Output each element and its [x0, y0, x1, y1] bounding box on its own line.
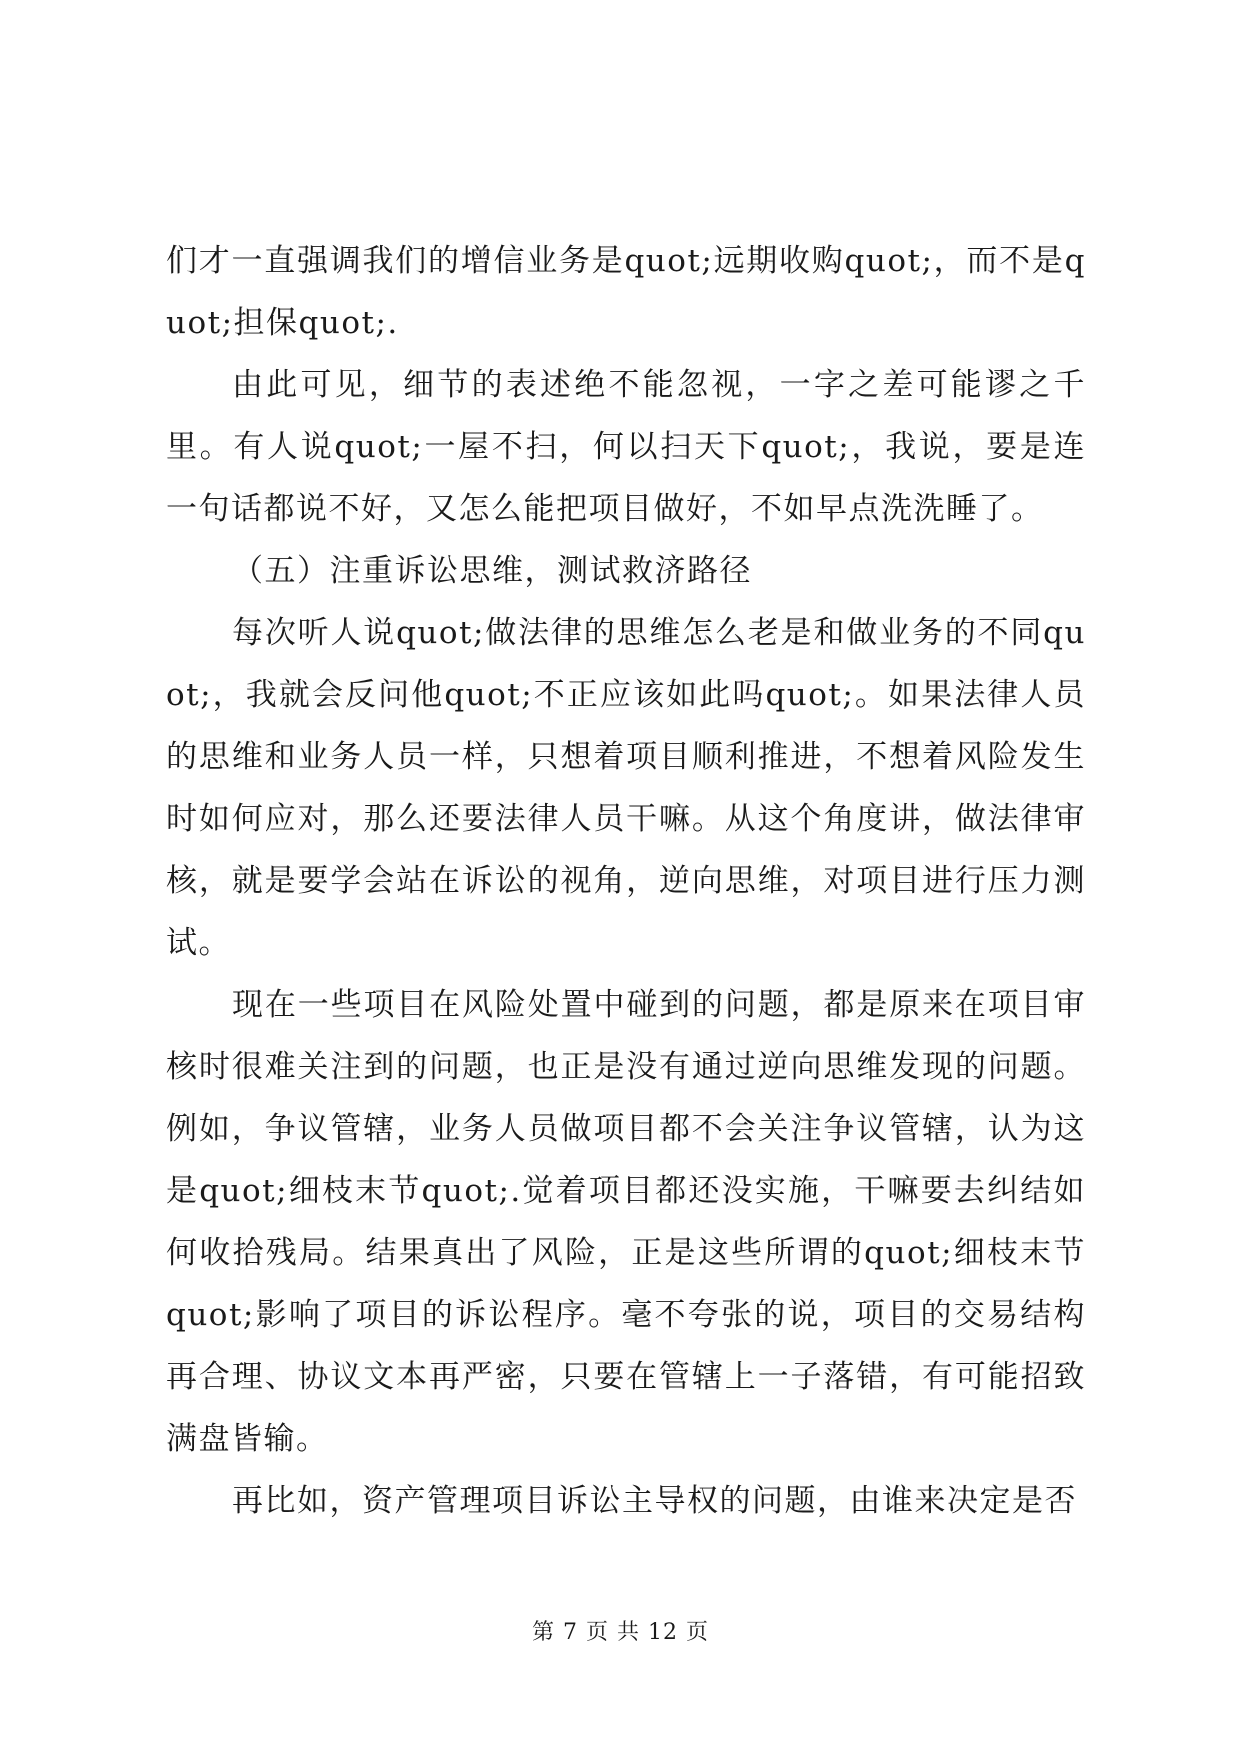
section-heading: （五）注重诉讼思维，测试救济路径 [232, 553, 752, 589]
paragraph-continued: 们才一直强调我们的增信业务是quot;远期收购quot;，而不是quot;担保quot;. [166, 243, 1086, 341]
paragraph-litigation-thinking: 每次听人说quot;做法律的思维怎么老是和做业务的不同quot;，我就会反问他quot;不正应该如此吗quot;。如果法律人员的思维和业务人员一样，只想着项目顺利推进，不想着风险发生时如何应对，那么还要法律人员干嘛。从这个角度讲，做法律审核，就是要学会站在诉讼的视角，逆向思维，对项目进行压力测试。 [166, 615, 1086, 961]
paragraph-jurisdiction: 现在一些项目在风险处置中碰到的问题，都是原来在项目审核时很难关注到的问题，也正是没有通过逆向思维发现的问题。例如，争议管辖，业务人员做项目都不会关注争议管辖，认为这是quot;细枝末节quot;.觉着项目都还没实施，干嘛要去纠结如何收拾残局。结果真出了风险，正是这些所谓的quot;细枝末节quot;影响了项目的诉讼程序。毫不夸张的说，项目的交易结构再合理、协议文本再严密，只要在管辖上一子落错，有可能招致满盘皆输。 [166, 987, 1086, 1457]
paragraph-asset-management: 再比如，资产管理项目诉讼主导权的问题，由谁来决定是否 [232, 1483, 1077, 1519]
document-body [166, 230, 1086, 1532]
paragraph-details: 由此可见，细节的表述绝不能忽视，一字之差可能谬之千里。有人说quot;一屋不扫，何以扫天下quot;，我说，要是连一句话都说不好，又怎么能把项目做好，不如早点洗洗睡了。 [166, 367, 1086, 527]
page-footer: 第 7 页 共 12 页 [532, 1620, 709, 1645]
